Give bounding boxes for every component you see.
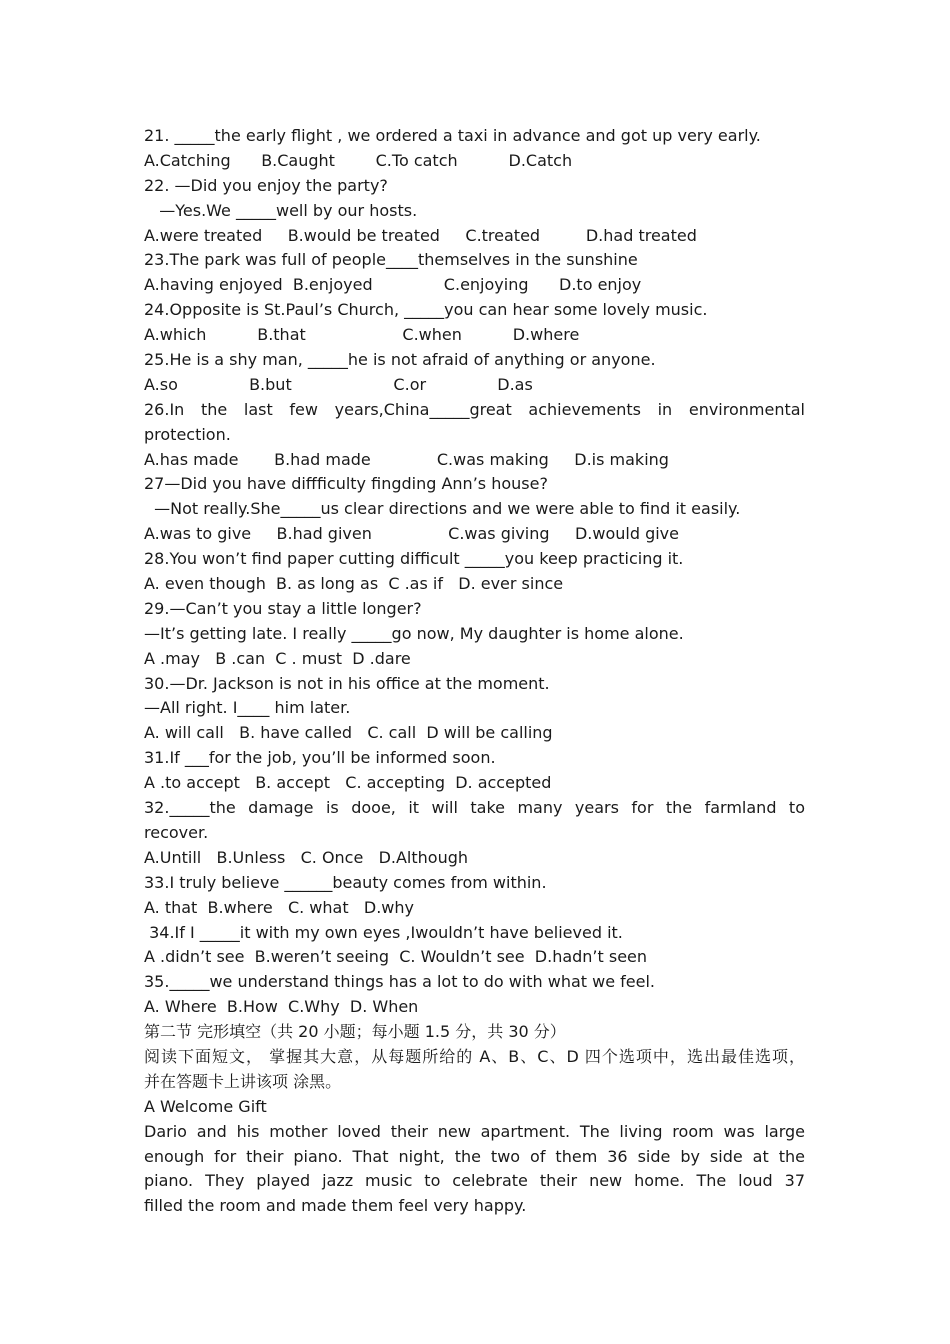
instructions-line-1: 阅读下面短文， 掌握其大意，从每题所给的 A、B、C、D 四个选项中，选出最佳选项， (144, 1046, 805, 1066)
options-21: A.Catching B.Caught C.To catch D.Catch (144, 150, 573, 170)
question-22: 22. —Did you enjoy the party? (144, 175, 388, 195)
question-28: 28.You won’t find paper cutting difficult _____you keep practicing it. (144, 549, 684, 569)
instructions-line-2: 并在答题卡上讲该项 涂黑。 (144, 1071, 342, 1091)
options-28: A. even though B. as long as C .as if D. ever since (144, 574, 564, 594)
question-29-reply: —It’s getting late. I really _____go now, My daughter is home alone. (144, 623, 684, 643)
options-33: A. that B.where C. what D.why (144, 897, 414, 917)
options-26: A.has made B.had made C.was making D.is making (144, 449, 669, 469)
question-23: 23.The park was full of people____themselves in the sunshine (144, 250, 638, 270)
question-32: 32._____the damage is dooe, it will take many years for the farmland to (144, 798, 805, 818)
passage-title: A Welcome Gift (144, 1096, 267, 1116)
question-25: 25.He is a shy man, _____he is not afraid of anything or anyone. (144, 350, 656, 370)
question-26-cont: protection. (144, 424, 231, 444)
question-26: 26.In the last few years,China_____great achievements in environmental (144, 399, 805, 419)
options-35: A. Where B.How C.Why D. When (144, 997, 419, 1017)
options-31: A .to accept B. accept C. accepting D. accepted (144, 773, 552, 793)
options-25: A.so B.but C.or D.as (144, 374, 533, 394)
options-23: A.having enjoyed B.enjoyed C.enjoying D.to enjoy (144, 275, 642, 295)
passage-line-2: enough for their piano. That night, the two of them 36 side by side at the (144, 1146, 805, 1166)
question-35: 35._____we understand things has a lot to do with what we feel. (144, 972, 656, 992)
options-27: A.was to give B.had given C.was giving D.would give (144, 524, 679, 544)
options-34: A .didn’t see B.weren’t seeing C. Wouldn’t see D.hadn’t seen (144, 947, 648, 967)
question-30: 30.—Dr. Jackson is not in his office at the moment. (144, 673, 550, 693)
question-33: 33.I truly believe ______beauty comes from within. (144, 872, 547, 892)
options-30: A. will call B. have called C. call D will be calling (144, 723, 553, 743)
options-32: A.Untill B.Unless C. Once D.Although (144, 847, 469, 867)
exam-page (144, 124, 805, 1219)
question-30-reply: —All right. I____ him later. (144, 698, 351, 718)
passage-line-1: Dario and his mother loved their new apartment. The living room was large (144, 1121, 805, 1141)
question-27: 27—Did you have diffficulty fingding Ann’s house? (144, 474, 548, 494)
section-heading: 第二节 完形填空（共 20 小题；每小题 1.5 分，共 30 分） (144, 1022, 566, 1042)
question-21: 21. _____the early flight , we ordered a taxi in advance and got up very early. (144, 126, 761, 145)
question-34: 34.If I _____it with my own eyes ,Iwouldn’t have believed it. (144, 922, 623, 942)
question-29: 29.—Can’t you stay a little longer? (144, 598, 422, 618)
question-31: 31.If ___for the job, you’ll be informed soon. (144, 748, 496, 768)
question-24: 24.Opposite is St.Paul’s Church, _____you can hear some lovely music. (144, 300, 708, 320)
options-24: A.which B.that C.when D.where (144, 325, 580, 345)
options-29: A .may B .can C . must D .dare (144, 648, 411, 668)
options-22: A.were treated B.would be treated C.treated D.had treated (144, 225, 697, 245)
passage-line-3: piano. They played jazz music to celebrate their new home. The loud 37 (144, 1171, 805, 1191)
passage-line-4: filled the room and made them feel very happy. (144, 1196, 527, 1216)
question-32-cont: recover. (144, 822, 209, 842)
question-22-reply: —Yes.We _____well by our hosts. (144, 200, 418, 220)
question-27-reply: —Not really.She_____us clear directions and we were able to find it easily. (144, 499, 741, 519)
